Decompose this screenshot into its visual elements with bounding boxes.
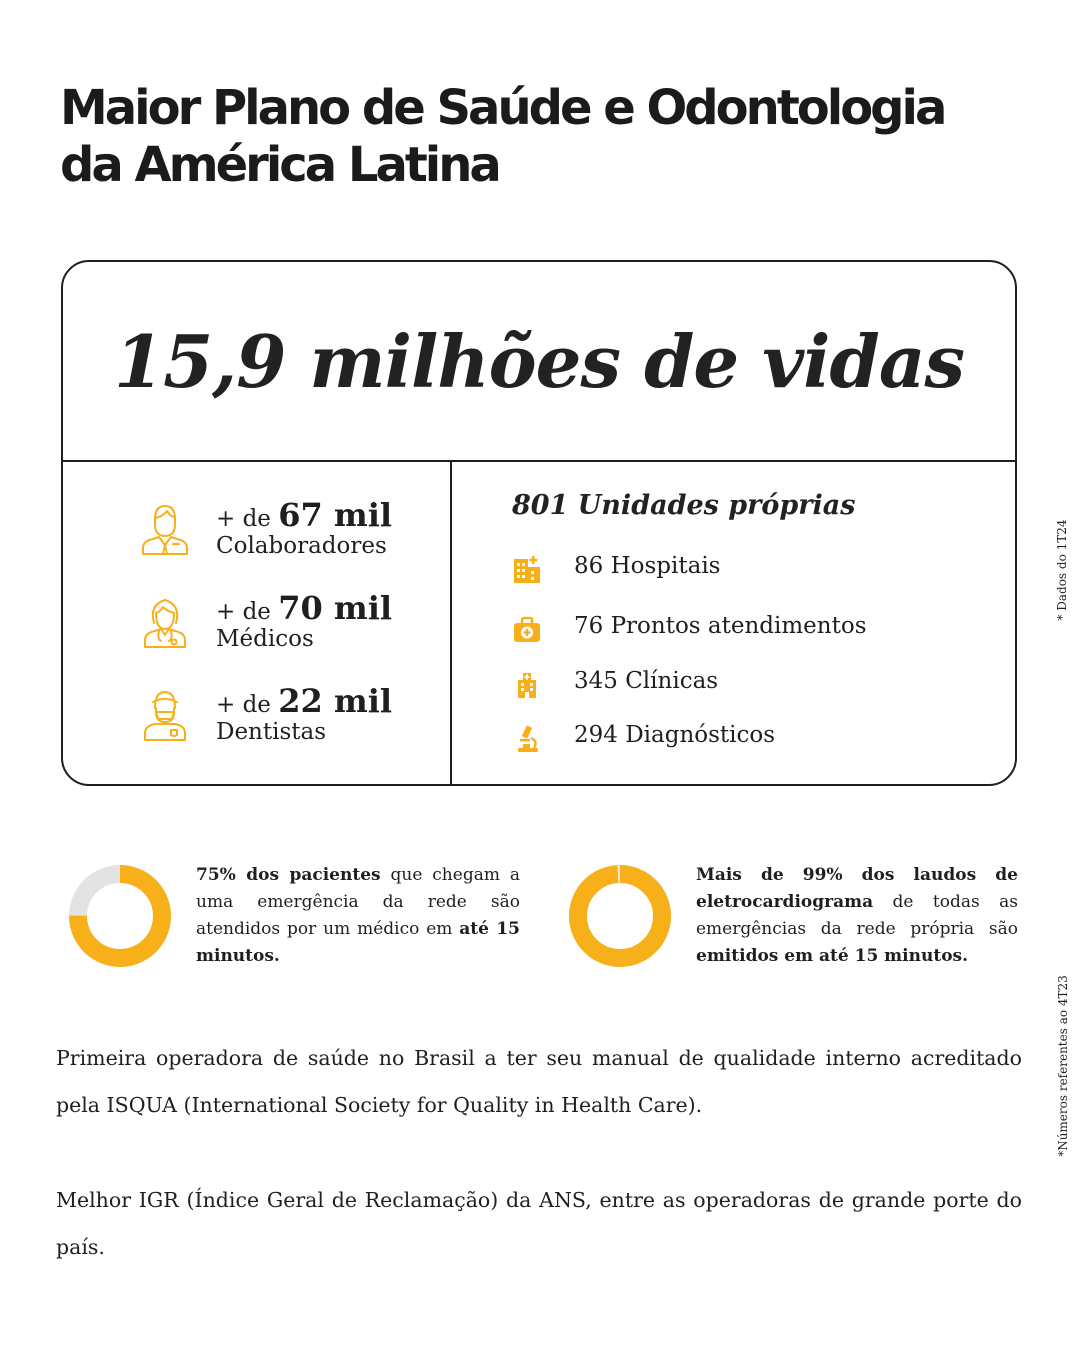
own-units-title: 801 Unidades próprias [512,490,856,521]
unit-label: 86 Hospitais [574,553,721,579]
clinic-icon [512,670,542,700]
donut-chart [66,862,174,970]
title-line-2: da América Latina [60,137,499,193]
staff-label: Médicos [216,626,314,652]
doctor-icon [137,593,193,649]
stats-card [61,260,1017,786]
donut-progress [578,874,662,958]
staff-item-collaborators [133,495,433,565]
staff-label: Dentistas [216,719,327,745]
staff-item-dentists [133,681,433,751]
collaborator-icon [137,500,193,556]
unit-label: 294 Diagnósticos [574,722,776,748]
dentist-icon [137,686,193,742]
unit-item-clinics [512,664,992,704]
staff-prefix: + de [216,599,279,625]
hospital-icon [512,555,542,585]
stat-text: 75% dos pacientes que chegam a uma emergência da rede são atendidos por um médico em até 15 minutos. [196,865,520,966]
staff-prefix: + de [216,506,279,532]
unit-item-diagnostics [512,718,992,758]
card-divider [450,462,452,786]
unit-item-hospitals [512,549,992,589]
unit-label: 345 Clínicas [574,668,719,694]
unit-label: 76 Prontos atendimentos [574,613,867,639]
staff-item-doctors [133,588,433,658]
stat-text: Mais de 99% dos laudos de eletrocardiograma de todas as emergências da rede própria são emitidos em até 15 minutos. [696,865,1018,966]
page-title [60,80,1040,194]
first-aid-kit-icon [512,615,542,645]
staff-prefix: + de [216,692,279,718]
stat-emergency-care [66,862,522,982]
title-line-1: Maior Plano de Saúde e Odontologia [60,80,945,136]
staff-value: 67 mil [278,496,393,534]
isqua-paragraph: Primeira operadora de saúde no Brasil a ter seu manual de qualidade interno acreditado pela ISQUA (International Society for Quality in Health Care). [56,1046,1022,1117]
stat-ecg-reports [566,862,1020,982]
staff-label: Colaboradores [216,533,387,559]
donut-chart [566,862,674,970]
microscope-icon [512,724,542,754]
unit-item-emergency [512,609,992,649]
staff-value: 22 mil [278,682,393,720]
numbers-date-note: *Números referentes ao 4T23 [1056,975,1070,1157]
staff-value: 70 mil [278,589,393,627]
data-date-note: * Dados do 1T24 [1055,519,1069,621]
lives-headline: 15,9 milhões de vidas [63,262,1015,462]
igr-paragraph: Melhor IGR (Índice Geral de Reclamação) da ANS, entre as operadoras de grande porte do país. [56,1188,1022,1259]
